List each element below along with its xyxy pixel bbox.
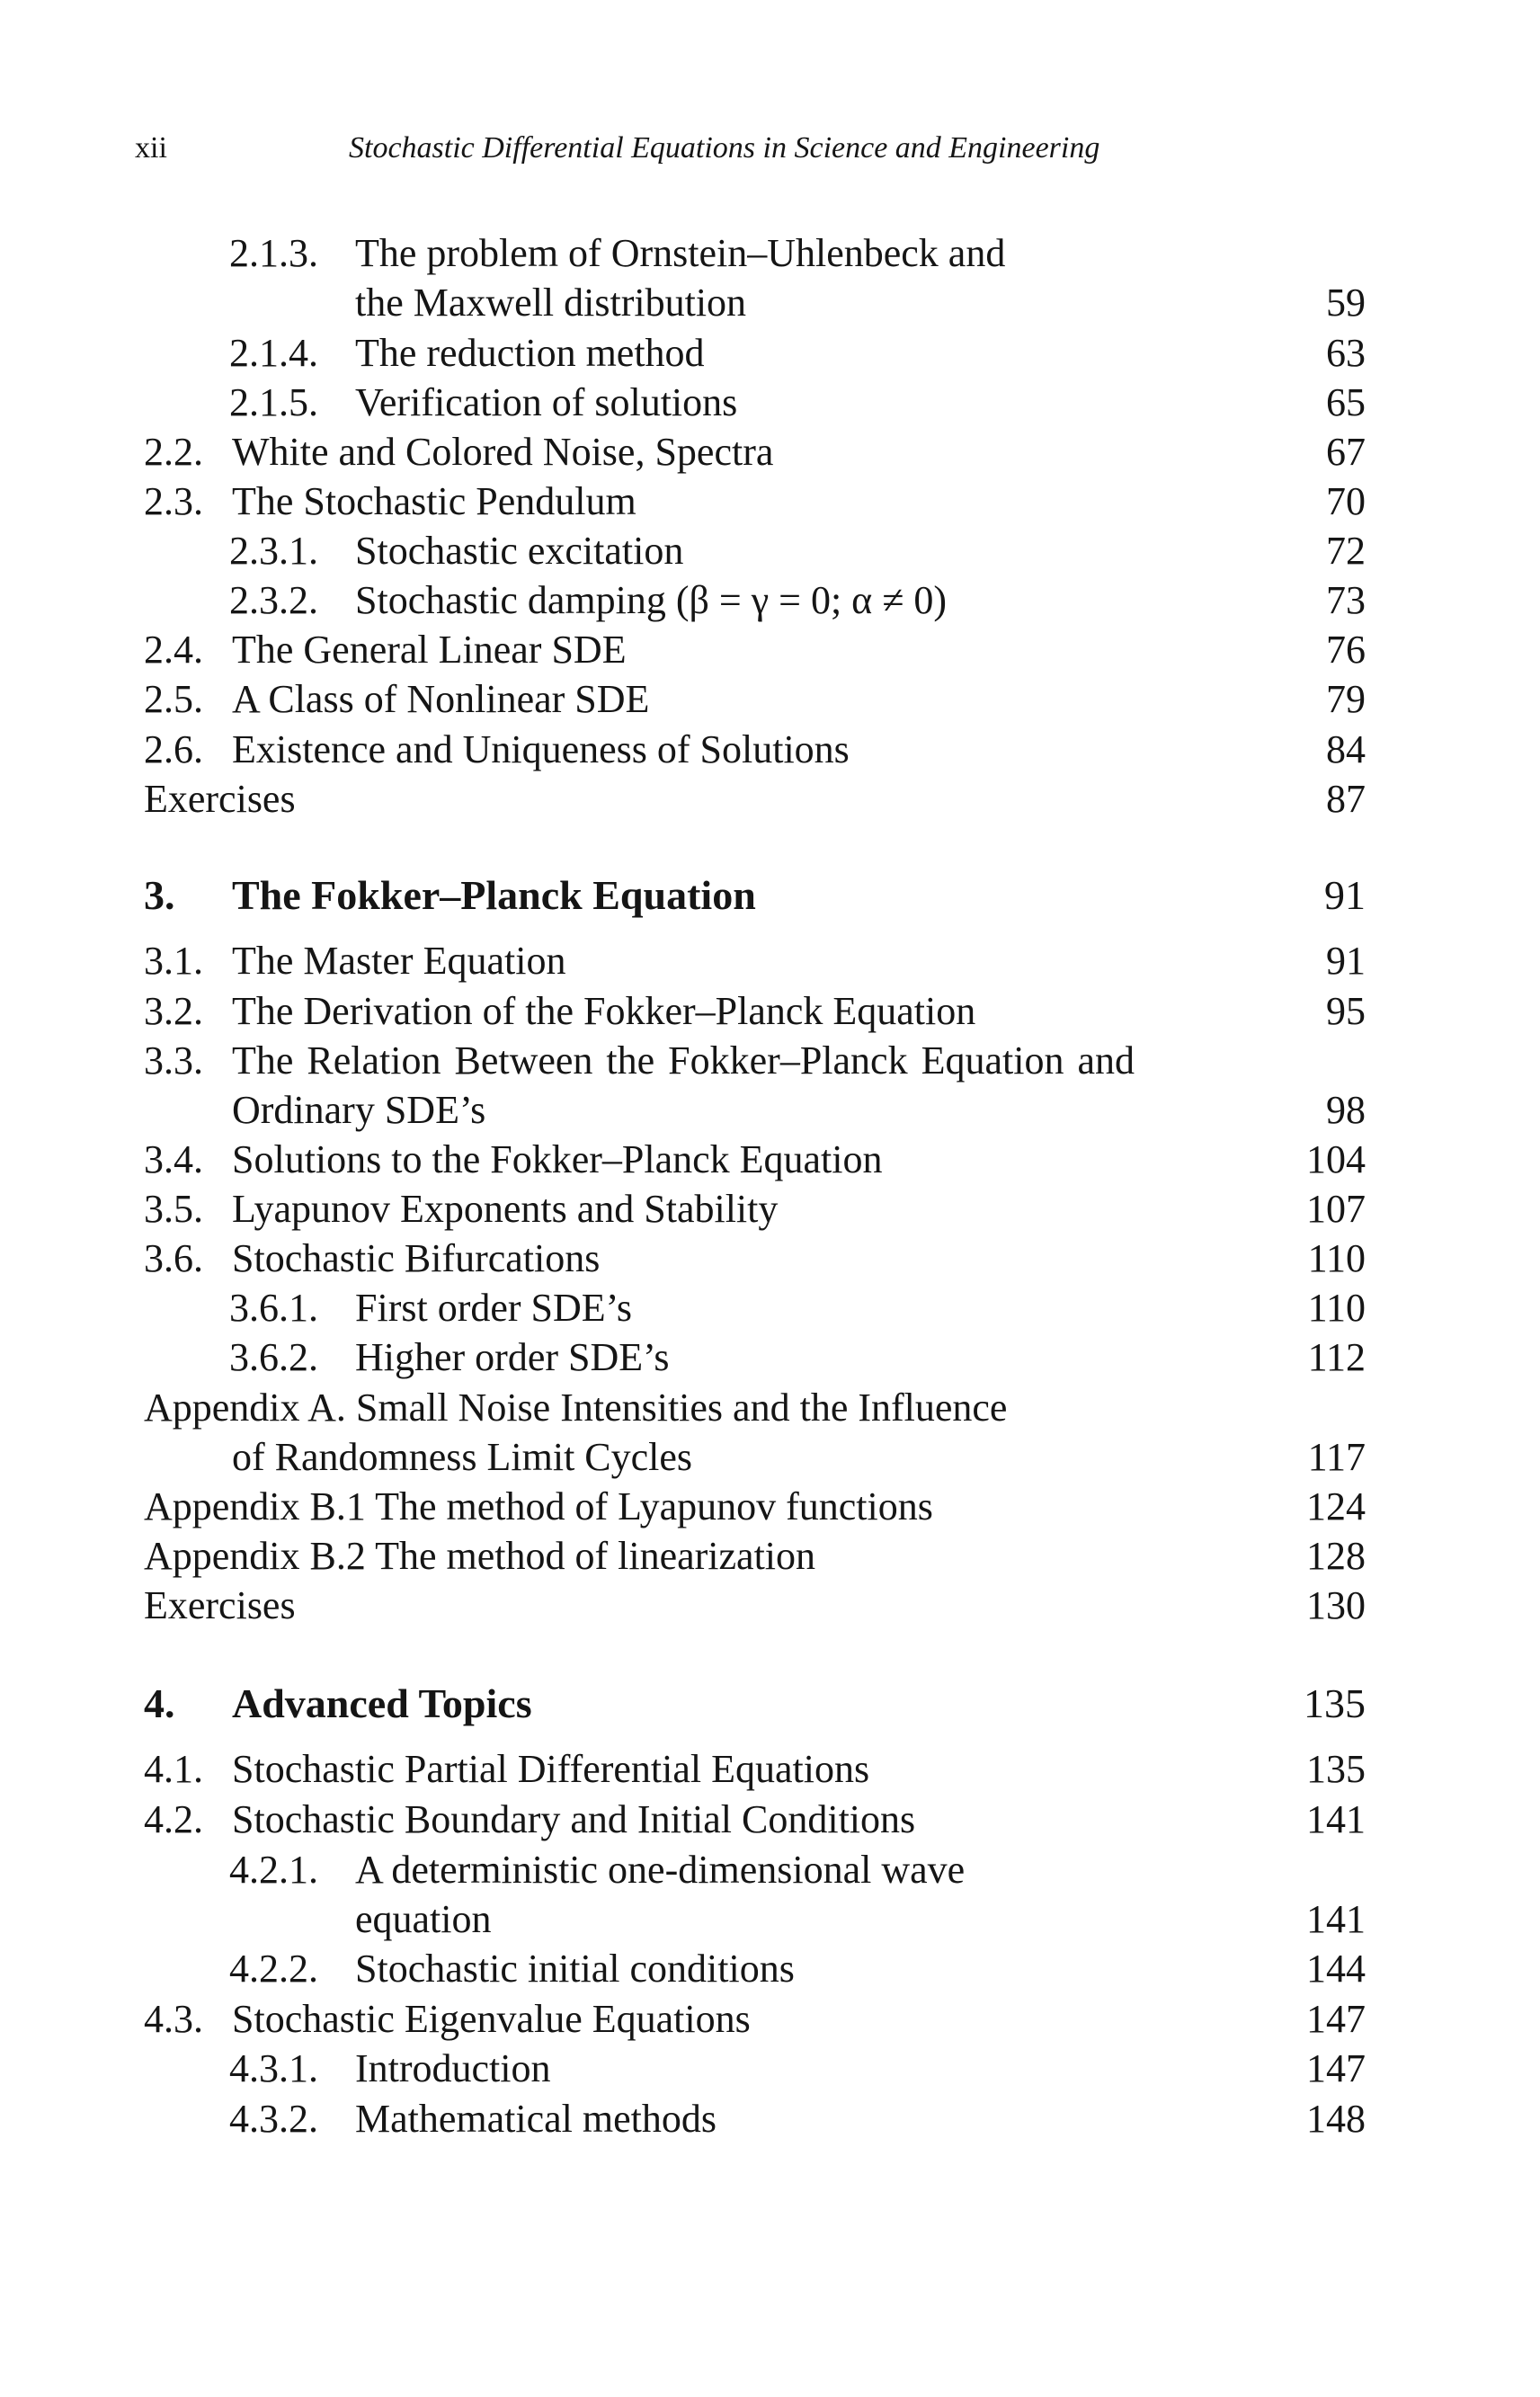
toc-number: 4.2.1.: [229, 1848, 318, 1892]
toc-title: Advanced Topics: [232, 1680, 532, 1726]
toc-page: 84: [1326, 727, 1366, 771]
toc-title: Higher order SDE’s: [355, 1335, 670, 1379]
toc-number: 2.5.: [144, 677, 203, 721]
toc-number: 4.1.: [144, 1747, 203, 1791]
toc-page: 95: [1326, 989, 1366, 1033]
toc-entry: [0, 1845, 1540, 1895]
toc-entry: [0, 1944, 1540, 1994]
toc-entry: [0, 1581, 1540, 1631]
toc-title: Mathematical methods: [355, 2097, 717, 2141]
toc-entry: [0, 1184, 1540, 1234]
toc-page: 65: [1326, 380, 1366, 424]
toc-title: Stochastic Bifurcations: [232, 1236, 601, 1280]
toc-page: 73: [1326, 578, 1366, 622]
toc-number: 2.6.: [144, 727, 203, 771]
toc-number: 3.1.: [144, 939, 203, 983]
toc-entry: [0, 328, 1540, 379]
toc-page: 91: [1326, 939, 1366, 983]
toc-title: equation: [355, 1897, 492, 1941]
toc-title: Appendix B.1 The method of Lyapunov functions: [144, 1484, 933, 1528]
toc-page: 141: [1306, 1897, 1366, 1941]
toc-number: 3.2.: [144, 989, 203, 1033]
page-number: xii: [135, 131, 167, 165]
toc-title: the Maxwell distribution: [355, 281, 747, 325]
toc-page: 104: [1306, 1137, 1366, 1181]
toc-entry: [0, 1432, 1540, 1483]
toc-entry: [0, 674, 1540, 725]
toc-page: 110: [1307, 1286, 1366, 1330]
toc-title: A deterministic one-dimensional wave: [355, 1848, 966, 1892]
toc-number: 3.3.: [144, 1038, 203, 1083]
toc-entry: [0, 1531, 1540, 1582]
toc-number: 4.3.: [144, 1997, 203, 2041]
toc-title: Stochastic Eigenvalue Equations: [232, 1997, 751, 2041]
toc-title: Solutions to the Fokker–Planck Equation: [232, 1137, 883, 1181]
toc-entry: [0, 427, 1540, 477]
toc-entry: [0, 1234, 1540, 1284]
toc-page: 72: [1326, 529, 1366, 573]
toc-page: 147: [1306, 1997, 1366, 2041]
toc-entry: [0, 228, 1540, 279]
toc-page: 59: [1326, 281, 1366, 325]
toc-entry: [0, 625, 1540, 675]
toc-page: 128: [1306, 1534, 1366, 1578]
toc-number: 3.: [144, 872, 175, 918]
toc-chapter-heading: [0, 870, 1540, 921]
toc-number: 2.1.5.: [229, 380, 318, 424]
toc-entry: [0, 1036, 1540, 1086]
toc-title: Appendix A. Small Noise Intensities and the Influence: [144, 1386, 1008, 1430]
toc-title: First order SDE’s: [355, 1286, 632, 1330]
toc-title: Ordinary SDE’s: [232, 1088, 486, 1132]
toc-entry: [0, 1482, 1540, 1532]
toc-entry: [0, 1332, 1540, 1383]
toc-page: 130: [1306, 1583, 1366, 1627]
toc-entry: [0, 986, 1540, 1037]
toc-page: 135: [1304, 1680, 1366, 1726]
toc-number: 2.4.: [144, 628, 203, 672]
toc-number: 3.6.: [144, 1236, 203, 1280]
toc-number: 4.3.1.: [229, 2046, 318, 2090]
toc-title: Appendix B.2 The method of linearization: [144, 1534, 816, 1578]
toc-number: 3.4.: [144, 1137, 203, 1181]
toc-entry: [0, 1994, 1540, 2045]
toc-number: 2.1.3.: [229, 231, 318, 275]
toc-number: 2.1.4.: [229, 331, 318, 375]
toc-number: 4.2.: [144, 1797, 203, 1841]
toc-page: 141: [1306, 1797, 1366, 1841]
toc-page: 63: [1326, 331, 1366, 375]
toc-entry: [0, 2044, 1540, 2094]
toc-entry: [0, 936, 1540, 986]
toc-entry: [0, 1283, 1540, 1333]
toc-entry: [0, 2094, 1540, 2144]
toc-entry: [0, 1744, 1540, 1795]
toc-title: White and Colored Noise, Spectra: [232, 430, 774, 474]
toc-entry: [0, 526, 1540, 576]
toc-title: The Fokker–Planck Equation: [232, 872, 756, 918]
toc-title: The Relation Between the Fokker–Planck Equation and: [232, 1038, 1135, 1083]
toc-entry: [0, 575, 1540, 626]
toc-title: The problem of Ornstein–Uhlenbeck and: [355, 231, 1006, 275]
toc-title: Existence and Uniqueness of Solutions: [232, 727, 850, 771]
toc-entry: [0, 774, 1540, 824]
toc-title: The reduction method: [355, 331, 705, 375]
toc-page: 70: [1326, 479, 1366, 523]
toc-chapter-heading: [0, 1679, 1540, 1729]
toc-title: Verification of solutions: [355, 380, 738, 424]
toc-page: 124: [1306, 1484, 1366, 1528]
toc-title: Stochastic damping (β = γ = 0; α ≠ 0): [355, 578, 948, 622]
toc-entry: [0, 1795, 1540, 1845]
toc-page: 144: [1306, 1947, 1366, 1991]
toc-entry: [0, 278, 1540, 328]
toc-number: 2.3.2.: [229, 578, 318, 622]
running-title: Stochastic Differential Equations in Science and Engineering: [349, 131, 1100, 165]
toc-title: Exercises: [144, 1583, 296, 1627]
toc-entry: [0, 1383, 1540, 1433]
toc-title: Stochastic Boundary and Initial Conditions: [232, 1797, 916, 1841]
toc-entry: [0, 1135, 1540, 1185]
toc-title: Stochastic excitation: [355, 529, 684, 573]
toc-page: 117: [1307, 1435, 1366, 1479]
toc-page: 148: [1306, 2097, 1366, 2141]
toc-page: 147: [1306, 2046, 1366, 2090]
toc-number: 2.2.: [144, 430, 203, 474]
toc-entry: [0, 477, 1540, 527]
toc-title: The General Linear SDE: [232, 628, 627, 672]
toc-title: The Stochastic Pendulum: [232, 479, 636, 523]
toc-entry: [0, 725, 1540, 775]
toc-page: 79: [1326, 677, 1366, 721]
toc-page: 110: [1307, 1236, 1366, 1280]
toc-number: 3.6.1.: [229, 1286, 318, 1330]
toc-title: The Derivation of the Fokker–Planck Equation: [232, 989, 976, 1033]
toc-entry: [0, 1894, 1540, 1945]
toc-page: 112: [1307, 1335, 1366, 1379]
toc-number: 4.3.2.: [229, 2097, 318, 2141]
toc-title: Introduction: [355, 2046, 551, 2090]
toc-entry: [0, 378, 1540, 428]
toc-number: 2.3.: [144, 479, 203, 523]
toc-title: The Master Equation: [232, 939, 566, 983]
toc-number: 4.2.2.: [229, 1947, 318, 1991]
toc-page: 67: [1326, 430, 1366, 474]
toc-title: Stochastic initial conditions: [355, 1947, 795, 1991]
toc-page: 107: [1306, 1187, 1366, 1231]
toc-title: A Class of Nonlinear SDE: [232, 677, 650, 721]
toc-number: 2.3.1.: [229, 529, 318, 573]
toc-title: Stochastic Partial Differential Equations: [232, 1747, 870, 1791]
toc-page: 87: [1326, 777, 1366, 821]
toc-page: 91: [1324, 872, 1366, 918]
toc-entry: [0, 1085, 1540, 1136]
toc-title: of Randomness Limit Cycles: [232, 1435, 693, 1479]
toc-number: 3.5.: [144, 1187, 203, 1231]
toc-page: 135: [1306, 1747, 1366, 1791]
toc-number: 3.6.2.: [229, 1335, 318, 1379]
toc-number: 4.: [144, 1680, 175, 1726]
toc-page: 98: [1326, 1088, 1366, 1132]
toc-page: 76: [1326, 628, 1366, 672]
toc-title: Lyapunov Exponents and Stability: [232, 1187, 779, 1231]
toc-title: Exercises: [144, 777, 296, 821]
